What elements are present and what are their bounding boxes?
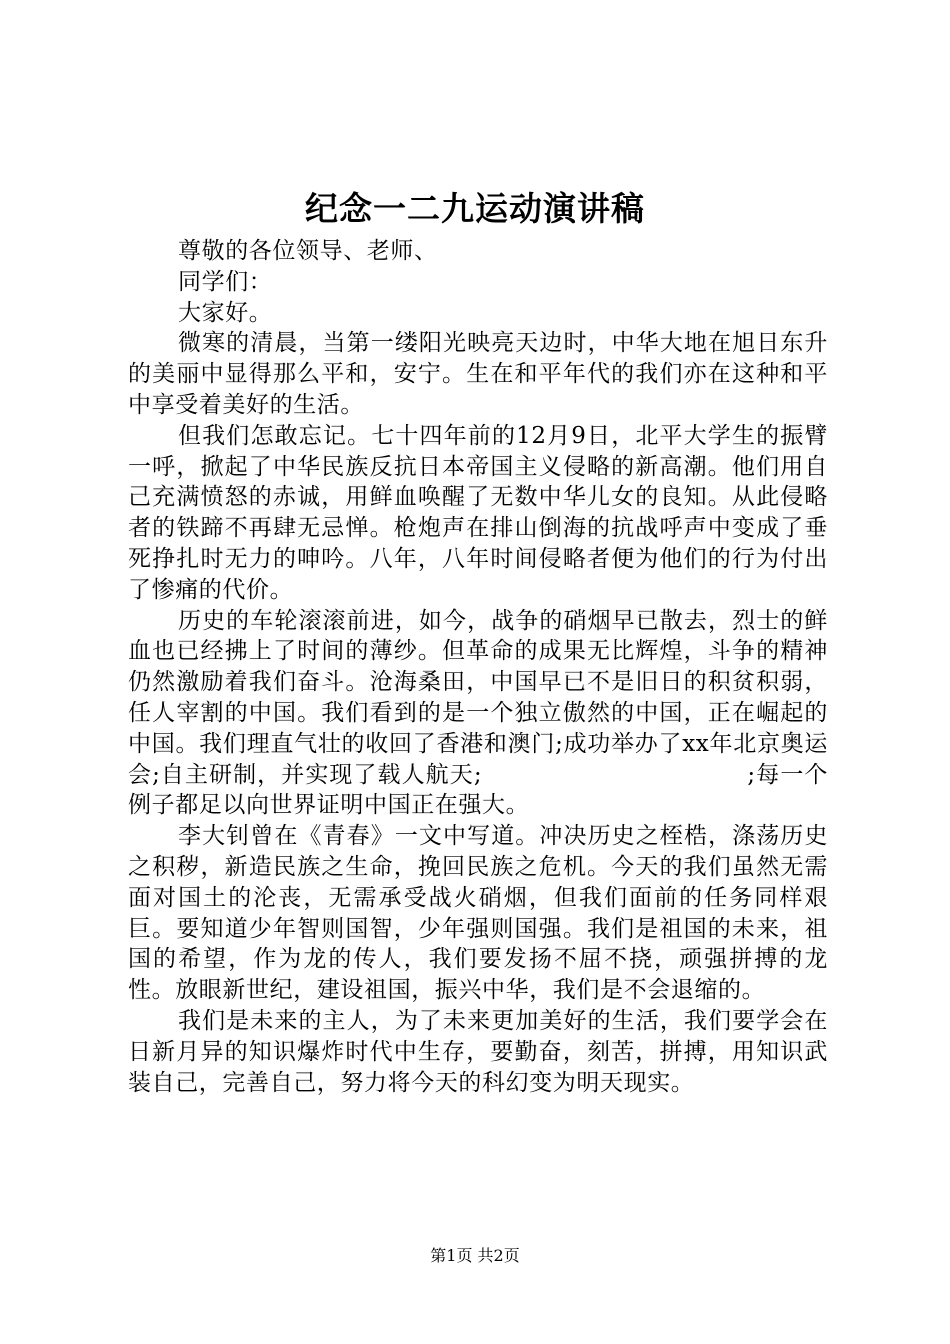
- salutation-line-1: 尊敬的各位领导、老师、: [178, 238, 438, 264]
- document-title: 纪念一二九运动演讲稿: [305, 189, 645, 228]
- body-paragraph: 我们是未来的主人，为了未来更加美好的生活，我们要学会在日新月异的知识爆炸时代中生存，要勤奋，刻苦，拼搏，用知识武装自己，完善自己，努力将今天的科幻变为明天现实。: [128, 1007, 828, 1096]
- body-paragraph: 但我们怎敢忘记。七十四年前的12月9日，北平大学生的振臂一呼，掀起了中华民族反抗日本帝国主义侵略的新高潮。他们用自己充满愤怒的赤诚，用鲜血唤醒了无数中华儿女的良知。从此侵略者的铁蹄不再肆无忌惮。枪炮声在排山倒海的抗战呼声中变成了垂死挣扎时无力的呻吟。八年，八年时间侵略者便为他们的行为付出了惨痛的代价。: [128, 422, 828, 603]
- greeting-line: 大家好。: [178, 299, 273, 326]
- body-paragraph: 历史的车轮滚滚前进，如今，战争的硝烟早已散去，烈士的鲜血也已经拂上了时间的薄纱。但革命的成果无比辉煌，斗争的精神仍然激励着我们奋斗。沧海桑田，中国早已不是旧日的积贫积弱，任人宰割的中国。我们看到的是一个独立傲然的中国，正在崛起的中国。我们理直气壮的收回了香港和澳门;成功举办了xx年北京奥运会;自主研制，并实现了载人航天; ;每一个例子都足以向世界证明中国正在强大。: [128, 607, 828, 819]
- document-body: [128, 236, 828, 1098]
- body-paragraph: 微寒的清晨，当第一缕阳光映亮天边时，中华大地在旭日东升的美丽中显得那么平和，安宁。生在和平年代的我们亦在这种和平中享受着美好的生活。: [128, 330, 828, 418]
- salutation-line-2: 同学们：: [178, 268, 273, 295]
- page-footer: 第1页 共2页: [430, 1246, 520, 1265]
- body-paragraph: 李大钊曾在《青春》一文中写道。冲决历史之桎梏，涤荡历史之积秽，新造民族之生命，挽回民族之危机。今天的我们虽然无需面对国土的沦丧，无需承受战火硝烟，但我们面前的任务同样艰巨。要知道少年智则国智，少年强则国强。我们是祖国的未来，祖国的希望，作为龙的传人，我们要发扬不屈不挠，顽强拼搏的龙性。放眼新世纪，建设祖国，振兴中华，我们是不会退缩的。: [128, 823, 828, 1004]
